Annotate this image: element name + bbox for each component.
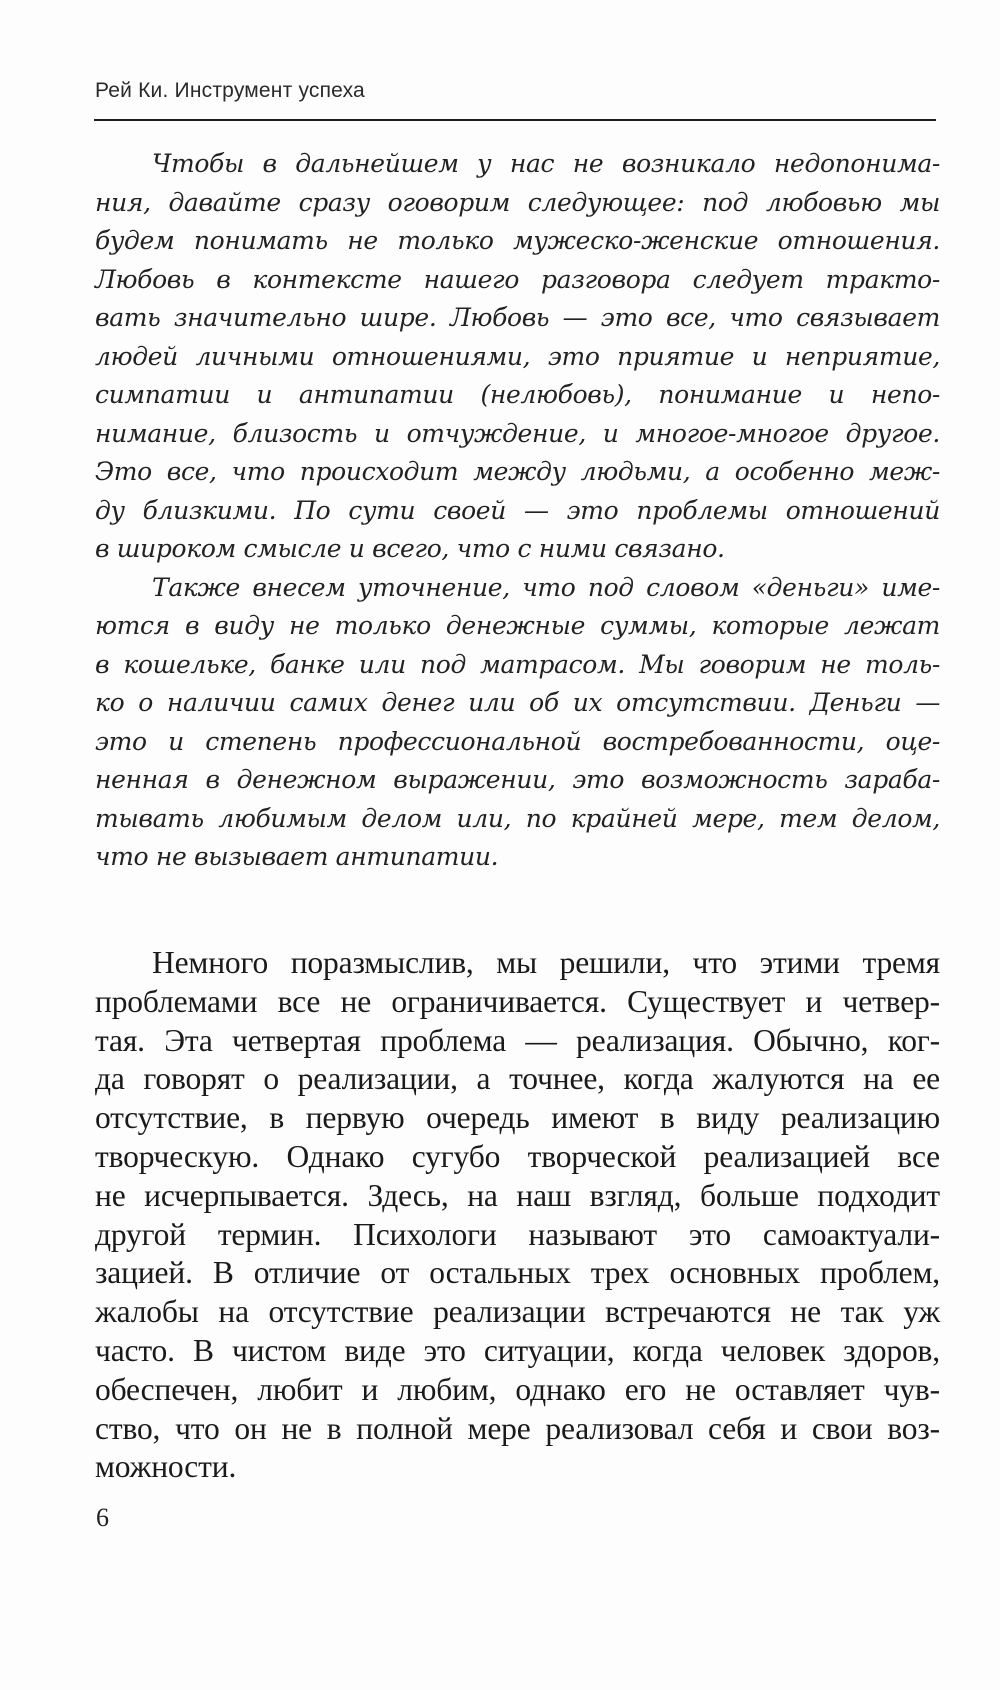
page-number: 6 [96, 1503, 109, 1532]
body-line: другой термин. Психологи называют это самоактуали- [95, 1216, 940, 1252]
italic-line: что не вызывает антипатии. [95, 842, 499, 871]
body-line: жалобы на отсутствие реализации встречаются не так уж [95, 1294, 940, 1330]
italic-line: нимание, близость и отчуждение, и многое-многое другое. [95, 418, 940, 448]
italic-line: в кошельке, банке или под матрасом. Мы говорим не толь- [95, 649, 940, 679]
italic-line: тывать любимым делом или, по крайней мере, тем делом, [95, 803, 940, 833]
body-line: ство, что он не в полной мере реализовал себя и свои воз- [95, 1410, 940, 1446]
running-head-title: Рей Ки. Инструмент успеха [95, 79, 365, 102]
italic-line: будем понимать не только мужеско-женские отношения. [95, 226, 940, 255]
body-line: можности. [95, 1449, 237, 1485]
italic-line: симпатии и антипатии (нелюбовь), понимание и непо- [95, 380, 940, 409]
header-rule [94, 119, 936, 121]
body-line: зацией. В отличие от остальных трех основных проблем, [95, 1255, 940, 1291]
italic-paragraphs [95, 145, 940, 877]
body-line: да говорят о реализации, а точнее, когда жалуются на ее [95, 1061, 940, 1097]
italic-line: ненная в денежном выражении, это возможность зараба- [95, 765, 940, 794]
italic-line: Чтобы в дальнейшем у нас не возникало недопонима- [152, 149, 940, 178]
italic-line: ко о наличии самих денег или об их отсутствии. Деньги — [95, 688, 940, 717]
italic-line: в широком смысле и всего, что с ними связано. [95, 534, 725, 563]
italic-line: Любовь в контексте нашего разговора следует тракто- [95, 264, 940, 294]
italic-line: ду близкими. По сути своей — это проблемы отношений [95, 495, 940, 525]
body-line: часто. В чистом виде это ситуации, когда человек здоров, [95, 1332, 940, 1368]
body-line: обеспечен, любит и любим, однако его не оставляет чув- [95, 1371, 940, 1407]
body-line: проблемами все не ограничивается. Существует и четвер- [95, 983, 940, 1019]
italic-line: вать значительно шире. Любовь — это все, что связывает [95, 303, 940, 332]
body-line: не исчерпывается. Здесь, на наш взгляд, больше подходит [95, 1177, 940, 1213]
italic-line: людей личными отношениями, это приятие и неприятие, [95, 341, 940, 371]
body-paragraph [95, 944, 940, 1487]
body-line: отсутствие, в первую очередь имеют в виду реализацию [95, 1100, 940, 1136]
italic-line: Также внесем уточнение, что под словом «деньги» име- [152, 572, 940, 602]
italic-line: ния, давайте сразу оговорим следующее: под любовью мы [95, 187, 940, 217]
italic-line: это и степень профессиональной востребованности, оце- [95, 726, 940, 756]
body-line: тая. Эта четвертая проблема — реализация. Обычно, ког- [95, 1022, 940, 1058]
italic-line: Это все, что происходит между людьми, а особенно меж- [95, 457, 940, 486]
italic-line: ются в виду не только денежные суммы, которые лежат [95, 611, 940, 640]
body-line: Немного поразмыслив, мы решили, что этими тремя [152, 945, 940, 980]
body-line: творческую. Однако сугубо творческой реализацией все [95, 1138, 940, 1174]
